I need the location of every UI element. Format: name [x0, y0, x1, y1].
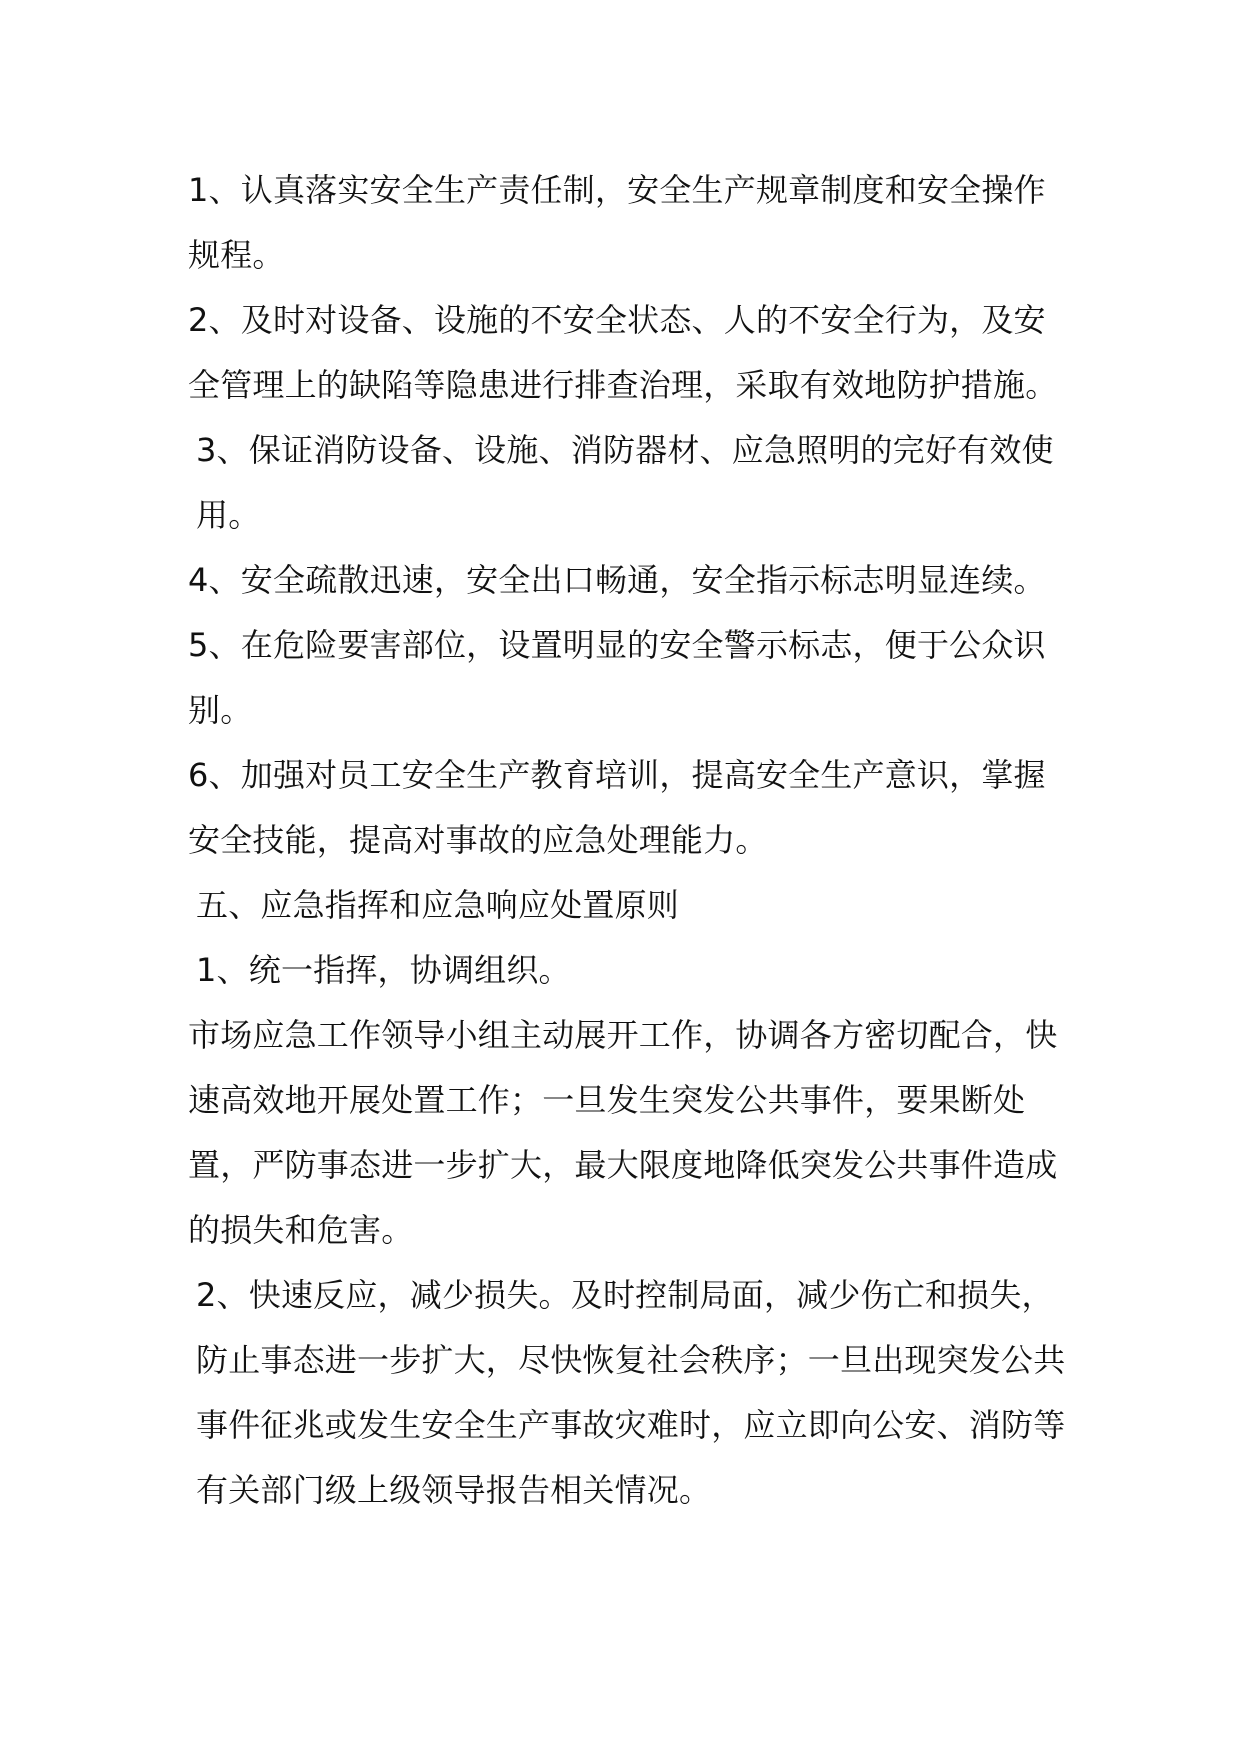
- paragraph-item-4: 4、安全疏散迅速，安全出口畅通，安全指示标志明显连续。: [188, 561, 1046, 599]
- section-heading-5: 五、应急指挥和应急响应处置原则: [196, 886, 680, 924]
- paragraph-item-5: 5、在危险要害部位，设置明显的安全警示标志，便于公众识别。: [188, 626, 1046, 729]
- principle-item-1-title: 1、统一指挥，协调组织。: [196, 951, 571, 989]
- paragraph-item-3: 3、保证消防设备、设施、消防器材、应急照明的完好有效使用。: [196, 431, 1054, 534]
- principle-item-2: 2、快速反应，减少损失。及时控制局面，减少伤亡和损失，防止事态进一步扩大，尽快恢复社会秩序；一旦出现突发公共事件征兆或发生安全生产事故灾难时，应立即向公安、消防等有关部门级上级领导报告相关情况。: [196, 1276, 1066, 1509]
- paragraph-item-6: 6、加强对员工安全生产教育培训，提高安全生产意识，掌握安全技能，提高对事故的应急处理能力。: [188, 756, 1046, 859]
- document-body: [188, 158, 1068, 1523]
- paragraph-item-2: 2、及时对设备、设施的不安全状态、人的不安全行为，及安全管理上的缺陷等隐患进行排查治理，采取有效地防护措施。: [188, 301, 1058, 404]
- principle-item-1-body: 市场应急工作领导小组主动展开工作，协调各方密切配合，快速高效地开展处置工作；一旦发生突发公共事件，要果断处置，严防事态进一步扩大，最大限度地降低突发公共事件造成的损失和危害。: [188, 1016, 1058, 1249]
- paragraph-item-1: 1、认真落实安全生产责任制，安全生产规章制度和安全操作规程。: [188, 171, 1046, 274]
